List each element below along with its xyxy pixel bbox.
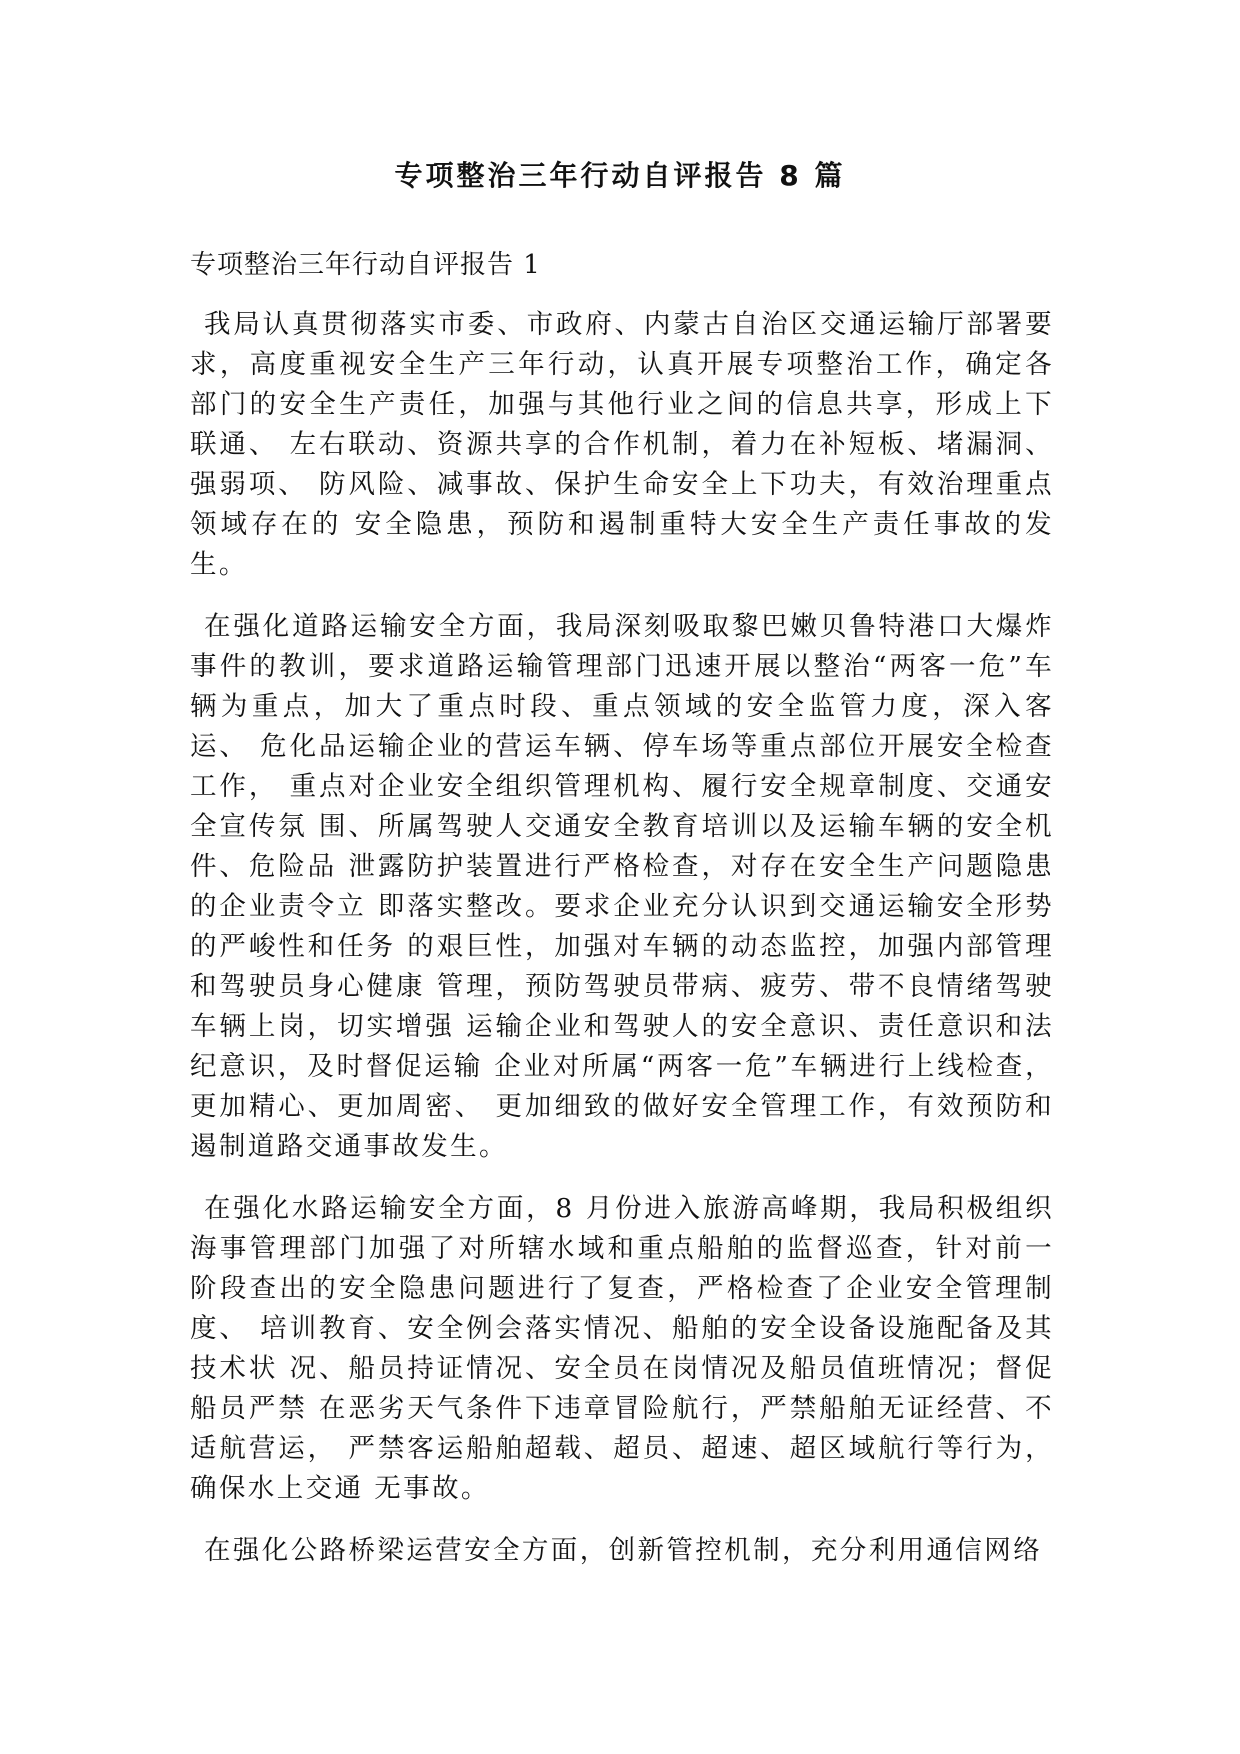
paragraph-3: 在强化水路运输安全方面，8 月份进入旅游高峰期，我局积极组织海事管理部门加强了对所辖水域和重点船舶的监督巡查，针对前一阶段查出的安全隐患问题进行了复查，严格检查了企业安全管理制度、 培训教育、安全例会落实情况、船舶的安全设备设施配备及其技术状 况、船员持证情况、安全员在岗情况及船员值班情况；督促船员严禁 在恶劣天气条件下违章冒险航行，严禁船舶无证经营、不适航营运， 严禁客运船舶超载、超员、超速、超区域航行等行为，确保水上交通 无事故。 [190, 1193, 1054, 1504]
document-body [190, 245, 1054, 1593]
section-heading: 专项整治三年行动自评报告 1 [190, 250, 541, 280]
paragraph-2: 在强化道路运输安全方面，我局深刻吸取黎巴嫩贝鲁特港口大爆炸事件的教训，要求道路运输管理部门迅速开展以整治“两客一危”车辆为重点，加大了重点时段、重点领域的安全监管力度，深入客运、 危化品运输企业的营运车辆、停车场等重点部位开展安全检查工作， 重点对企业安全组织管理机构、履行安全规章制度、交通安全宣传氛 围、所属驾驶人交通安全教育培训以及运输车辆的安全机件、危险品 泄露防护装置进行严格检查，对存在安全生产问题隐患的企业责令立 即落实整改。要求企业充分认识到交通运输安全形势的严峻性和任务 的艰巨性，加强对车辆的动态监控，加强内部管理和驾驶员身心健康 管理，预防驾驶员带病、疲劳、带不良情绪驾驶车辆上岗，切实增强 运输企业和驾驶人的安全意识、责任意识和法纪意识，及时督促运输 企业对所属“两客一危”车辆进行上线检查，更加精心、更加周密、 更加细致的做好安全管理工作，有效预防和遏制道路交通事故发生。 [190, 611, 1054, 1162]
paragraph-4: 在强化公路桥梁运营安全方面，创新管控机制，充分利用通信网络 [204, 1535, 1043, 1566]
paragraph-1: 我局认真贯彻落实市委、市政府、内蒙古自治区交通运输厅部署要求，高度重视安全生产三年行动，认真开展专项整治工作，确定各部门的安全生产责任，加强与其他行业之间的信息共享，形成上下联通、 左右联动、资源共享的合作机制，着力在补短板、堵漏洞、强弱项、 防风险、减事故、保护生命安全上下功夫，有效治理重点领域存在的 安全隐患，预防和遏制重特大安全生产责任事故的发生。 [190, 309, 1054, 580]
document-title: 专项整治三年行动自评报告 8 篇 [394, 159, 846, 192]
